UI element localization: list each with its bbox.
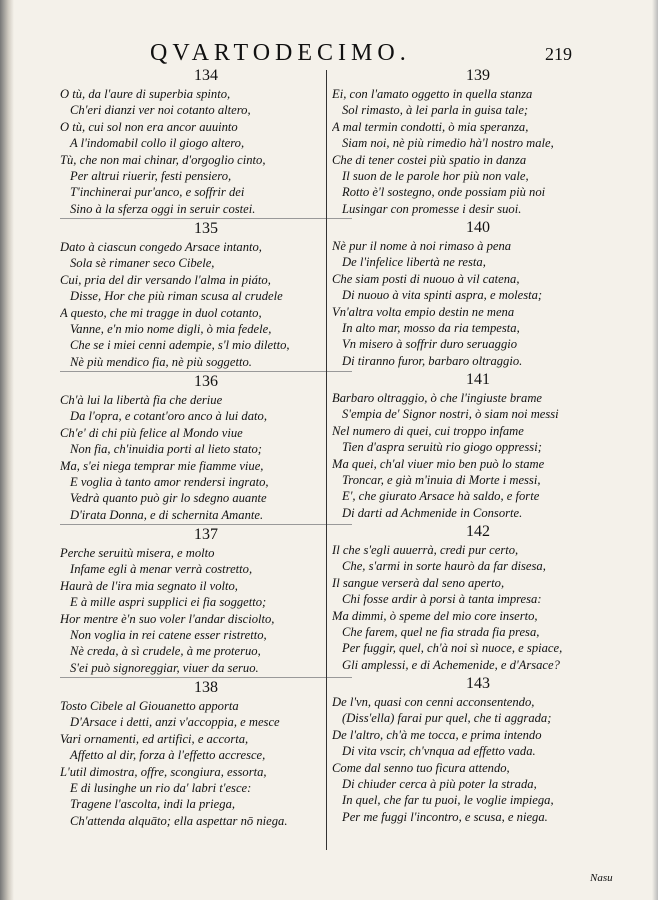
verse-line: Vn misero à soffrir duro seruaggio [342,337,518,352]
verse-line: Vanne, e'n mio nome digli, ò mia fedele, [70,322,272,337]
verse-line: Ch'à lui la libertà fia che deriue [60,393,223,407]
verse-line: E di lusinghe un rio da' labri t'esce: [70,781,252,796]
verse-line: Ma quei, ch'al viuer mio ben può lo stame [332,456,545,471]
verse-line: (Diss'ella) farai pur quel, che ti aggrada; [342,711,552,726]
catchword: Nasu [590,872,613,884]
verse-line: Non fia, ch'inuidia porti al lieto stato; [70,442,262,457]
stanza [60,372,352,525]
verse-line: Sol rimasto, à lei parla in guisa tale; [342,103,529,118]
right-column [332,66,624,826]
verse-line: Che farem, quel ne fia strada fia presa, [342,625,540,640]
verse-line: Ch'attenda alquāto; ella aspettar nō niega. [70,813,288,828]
verse-line: Haurà de l'ira mia segnato il volto, [60,578,238,593]
verse-line: Barbaro oltraggio, ò che l'ingiuste brame [332,391,543,405]
verse-line: Per altrui riuerir, festi pensiero, [70,169,232,184]
verse-line: D'Arsace i detti, anzi v'accoppia, e mesce [70,715,280,730]
stanza [60,219,352,372]
stanza-number: 134 [194,67,218,84]
verse-line: E voglia à tanto amor rendersi ingrato, [70,475,269,490]
gutter-shadow [0,0,14,900]
verse-line: Ma, s'ei niega temprar mie fiamme viue, [60,458,264,473]
left-column [60,66,352,830]
stanza-number: 143 [466,675,490,692]
verse-line: O tù, cui sol non era ancor auuinto [60,119,238,134]
verse-line: In alto mar, mosso da ria tempesta, [342,321,520,336]
stanza [332,522,624,674]
verse-line: Tosto Cibele al Giouanetto apporta [60,699,239,713]
verse-line: Per fuggir, quel, ch'à noi sì nuoce, e spiace, [342,641,563,656]
stanza [332,218,624,370]
verse-line: Gli amplessi, e di Achemenide, e d'Arsace? [342,657,560,672]
verse-line: L'util dimostra, offre, scongiura, essorta, [60,764,267,779]
verse-line: Ch'eri dianzi ver noi cotanto altero, [70,103,251,118]
verse-line: Da l'opra, e cotant'oro anco à lui dato, [70,409,267,424]
column-rule [326,70,327,850]
verse-line: Nè più mendico fia, nè più soggetto. [70,354,252,369]
verse-line: Troncar, e già m'inuia di Morte i messi, [342,473,541,488]
verse-line: Di vita vscir, ch'vnqua ad effetto vada. [342,744,536,759]
verse-line: Di nuouo à vita spinti aspra, e molesta; [342,288,543,303]
verse-line: E', che giurato Arsace hà saldo, e forte [342,489,540,504]
verse-line: D'irata Donna, e di schernita Amante. [70,507,264,522]
verse-line: Che se i miei cenni adempie, s'l mio diletto, [70,338,290,353]
verse-line: O tù, da l'aure di superbia spinto, [60,87,231,101]
verse-line: Ch'e' di chi più felice al Mondo viue [60,425,243,440]
stanza-number: 135 [194,220,218,237]
stanza [60,678,352,830]
verse-line: Perche seruitù misera, e molto [60,546,215,560]
verse-line: Sino à la sferza oggi in seruir costei. [70,201,256,216]
verse-line: Affetto al dir, forza à l'effetto accresce, [70,748,266,763]
verse-line: Il che s'egli auuerrà, credi pur certo, [332,543,519,557]
verse-line: Di tiranno furor, barbaro oltraggio. [342,353,523,368]
verse-line: Vari ornamenti, ed artifici, e accorta, [60,731,249,746]
verse-line: Il sangue verserà dal seno aperto, [332,575,505,590]
verse-line: Che siam posti di nuouo à vil catena, [332,271,520,286]
verse-line: Di chiuder cerca à più poter la strada, [342,777,537,792]
verse-line: Che, s'armi in sorte haurò da far disesa, [342,559,546,574]
verse-line: Tien d'aspra seruitù rio giogo oppressi; [342,440,542,455]
verse-line: S'ei può signoreggiar, viuer da seruo. [70,660,259,675]
verse-line: De l'vn, quasi con cenni acconsentendo, [332,695,535,709]
verse-line: De l'infelice libertà ne resta, [342,255,486,270]
verse-line: Tragene l'ascolta, indi la priega, [70,797,236,812]
verse-line: Vn'altra volta empio destin ne mena [332,304,515,319]
stanza-number: 137 [194,526,218,543]
stanza [332,674,624,826]
page-number: 219 [545,44,572,64]
page-edge [652,0,658,900]
stanza-number: 138 [194,679,218,696]
verse-line: Cui, pria del dir versando l'alma in piáto, [60,272,271,287]
verse-line: Il suon de le parole hor più non vale, [342,169,529,184]
verse-line: Tù, che non mai chinar, d'orgoglio cinto, [60,152,266,167]
verse-line: T'inchinerai pur'anco, e soffrir dei [70,185,245,200]
stanza-number: 136 [194,373,218,390]
stanza-number: 140 [466,219,490,236]
verse-line: Siam noi, nè più rimedio hà'l nostro male, [342,136,554,151]
stanza-number: 139 [466,67,490,84]
stanza-number: 142 [466,523,490,540]
verse-line: E à mille aspri supplici ei fia soggetto; [70,595,267,610]
stanza [60,525,352,678]
stanza-number: 141 [466,371,490,388]
verse-line: Disse, Hor che più riman scusa al crudele [70,289,283,304]
verse-line: Ei, con l'amato oggetto in quella stanza [332,87,533,101]
verse-line: Infame egli à menar verrà costretto, [70,562,253,577]
verse-line: Per me fuggi l'incontro, e scusa, e niega. [342,809,548,824]
verse-line: Sola sè rimaner seco Cibele, [70,256,215,271]
stanza [332,66,624,218]
verse-line: Vedrà quanto può gir lo sdegno auante [70,491,267,506]
verse-line: A l'indomabil collo il giogo altero, [70,136,245,151]
verse-line: Non voglia in rei catene esser ristretto, [70,628,267,643]
verse-line: Nè creda, à sì crudele, à me proteruo, [70,644,261,659]
verse-line: Nè pur il nome à noi rimaso à pena [332,239,512,253]
verse-line: Di darti ad Achmenide in Consorte. [342,505,523,520]
verse-line: Lusingar con promesse i desir suoi. [342,201,522,216]
verse-line: Ma dimmi, ò speme del mio core inserto, [332,608,538,623]
verse-line: A mal termin condotti, ò mia speranza, [332,119,529,134]
stanza [332,370,624,522]
verse-line: Dato à ciascun congedo Arsace intanto, [60,240,262,254]
verse-line: Nel numero di quei, cui troppo infame [332,423,524,438]
verse-line: Che di tener costei più spatio in danza [332,152,527,167]
running-header: QVARTODECIMO. [150,40,411,66]
verse-line: Hor mentre è'n suo voler l'andar disciolto, [60,611,275,626]
verse-line: Chi fosse ardir à porsi à tanta impresa: [342,592,542,607]
verse-line: In quel, che far tu puoi, le voglie impiega, [342,793,554,808]
verse-line: S'empia de' Signor nostri, ò siam noi messi [342,407,559,422]
verse-line: A questo, che mi tragge in duol cotanto, [60,305,262,320]
verse-line: Come dal senno tuo ficura attendo, [332,760,510,775]
verse-line: De l'altro, ch'à me tocca, e prima intendo [332,727,542,742]
verse-line: Rotto è'l sostegno, onde possiam più noi [342,185,546,200]
stanza [60,66,352,219]
